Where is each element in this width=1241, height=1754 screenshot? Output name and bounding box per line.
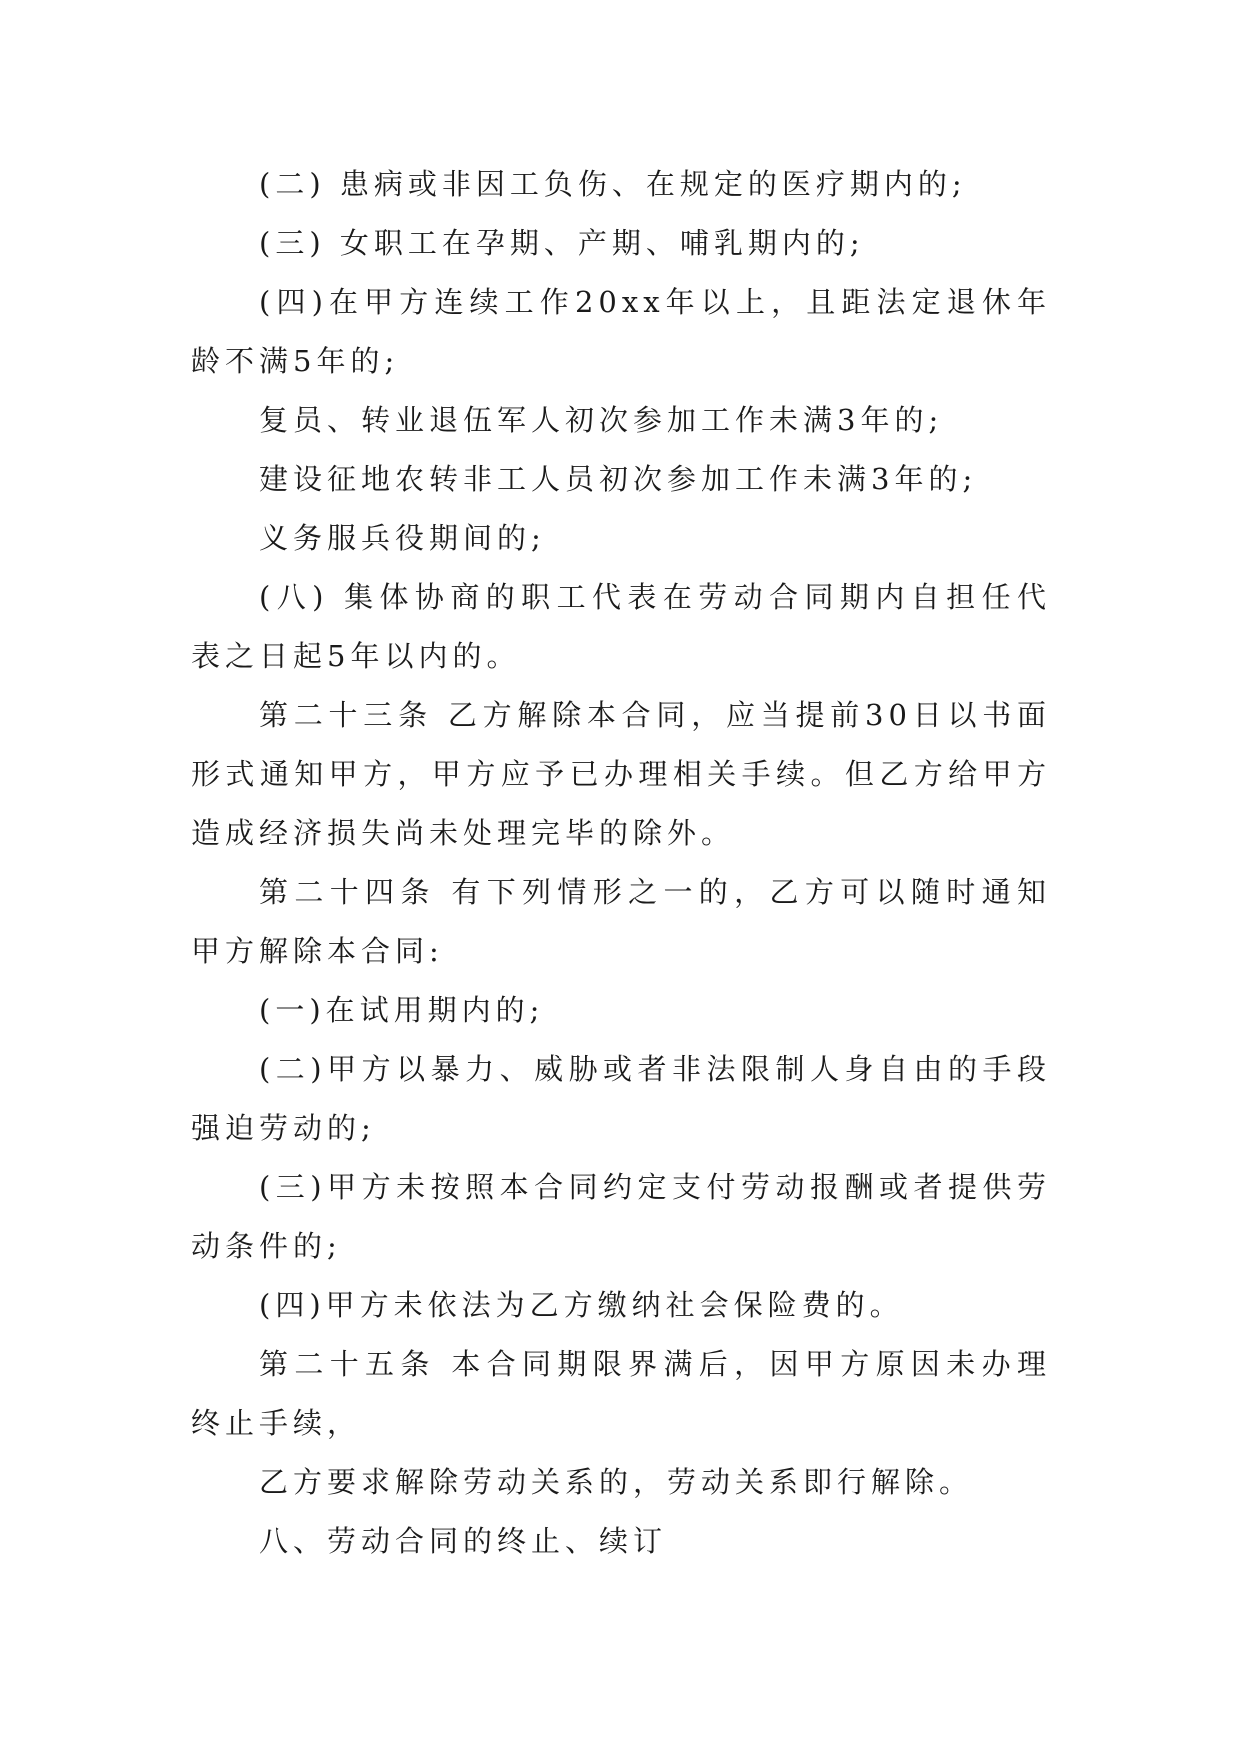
- paragraph-land-acquisition: 建设征地农转非工人员初次参加工作未满3年的;: [259, 462, 978, 496]
- paragraph-military-service: 义务服兵役期间的;: [259, 521, 546, 555]
- paragraph-article-24-item-4: (四)甲方未依法为乙方缴纳社会保险费的。: [259, 1288, 904, 1322]
- section-heading-termination-renewal: 八、劳动合同的终止、续订: [259, 1524, 668, 1558]
- paragraph-item-2-illness: (二) 患病或非因工负伤、在规定的医疗期内的;: [259, 167, 967, 201]
- paragraph-item-3-female-staff: (三) 女职工在孕期、产期、哺乳期内的;: [259, 226, 865, 260]
- paragraph-article-24: 第二十四条 有下列情形之一的，乙方可以随时通知甲方解除本合同:: [191, 875, 1051, 968]
- paragraph-article-25-continued: 乙方要求解除劳动关系的，劳动关系即行解除。: [259, 1465, 974, 1499]
- paragraph-article-24-item-2: (二)甲方以暴力、威胁或者非法限制人身自由的手段强迫劳动的;: [191, 1052, 1051, 1145]
- document-body: [191, 155, 1051, 1571]
- paragraph-article-23: 第二十三条 乙方解除本合同，应当提前30日以书面形式通知甲方，甲方应予已办理相关手续。但乙方给甲方造成经济损失尚未处理完毕的除外。: [191, 698, 1051, 850]
- paragraph-item-8-representative: (八) 集体协商的职工代表在劳动合同期内自担任代表之日起5年以内的。: [191, 580, 1051, 673]
- paragraph-article-24-item-1: (一)在试用期内的;: [259, 993, 545, 1027]
- paragraph-veterans: 复员、转业退伍军人初次参加工作未满3年的;: [259, 403, 944, 437]
- paragraph-article-24-item-3: (三)甲方未按照本合同约定支付劳动报酬或者提供劳动条件的;: [191, 1170, 1051, 1263]
- paragraph-article-25: 第二十五条 本合同期限界满后，因甲方原因未办理终止手续，: [191, 1347, 1051, 1440]
- paragraph-item-4-seniority: (四)在甲方连续工作20xx年以上，且距法定退休年龄不满5年的;: [191, 285, 1051, 378]
